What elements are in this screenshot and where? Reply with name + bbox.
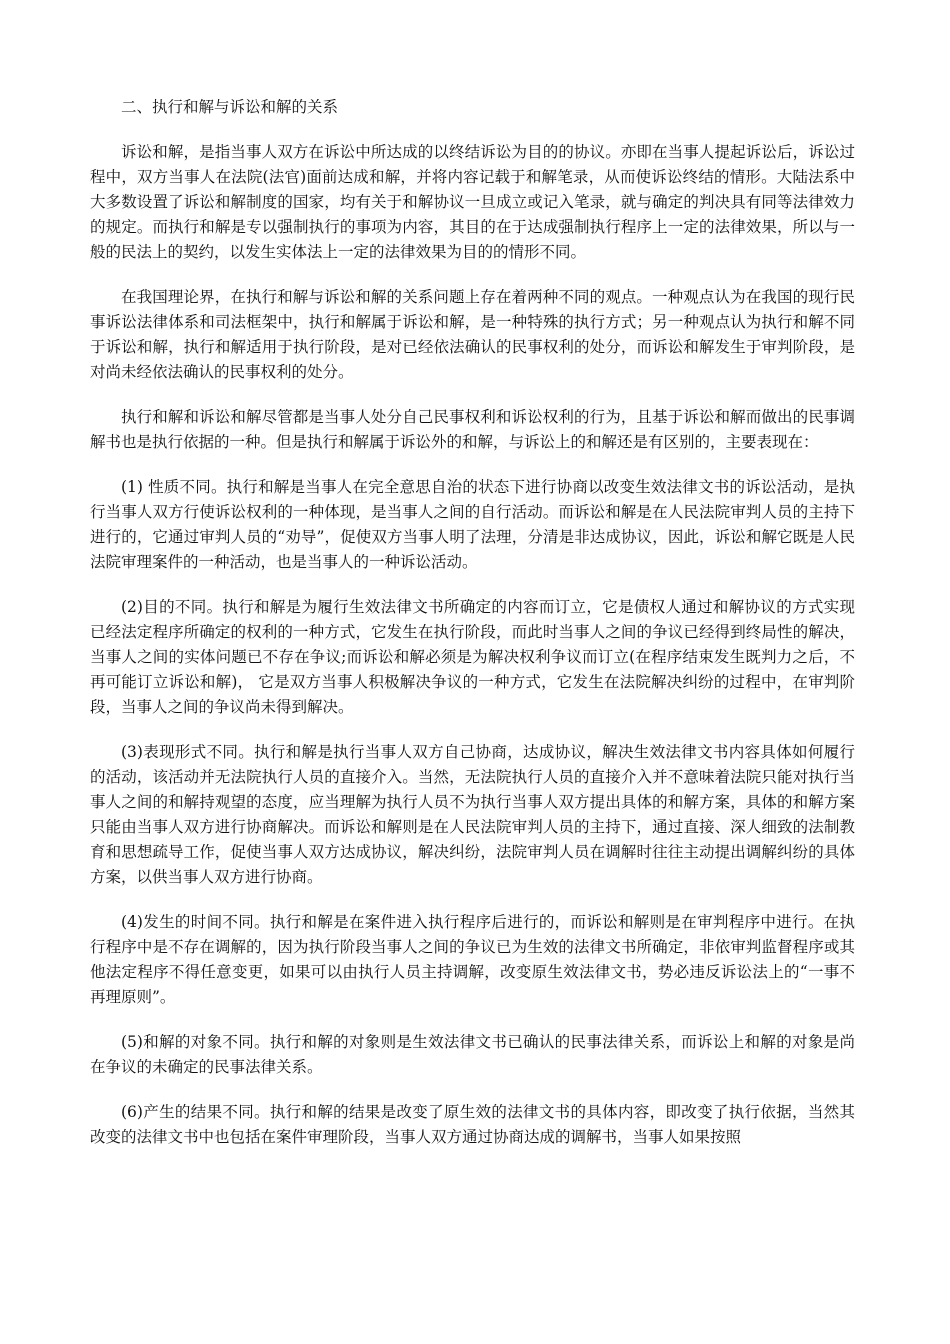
paragraph-nature: (1) 性质不同。执行和解是当事人在完全意思自治的状态下进行协商以改变生效法律文书的诉讼活动，是执行当事人双方行使诉讼权利的一种体现，是当事人之间的自行活动。而诉讼和解是在人民法院审判人员的主持下进行的，它通过审判人员的“劝导”，促使双方当事人明了法理，分清是非达成协议，因此，诉讼和解它既是人民法院审理案件的一种活动，也是当事人的一种诉讼活动。 [90, 478, 855, 571]
paragraph-object: (5)和解的对象不同。执行和解的对象则是生效法律文书已确认的民事法律关系，而诉讼上和解的对象是尚在争议的未确定的民事法律关系。 [90, 1033, 855, 1076]
paragraph-theory-views: 在我国理论界，在执行和解与诉讼和解的关系问题上存在着两种不同的观点。一种观点认为在我国的现行民事诉讼法律体系和司法框架中，执行和解属于诉讼和解，是一种特殊的执行方式；另一种观点认为执行和解不同于诉讼和解，执行和解适用于执行阶段，是对已经依法确认的民事权利的处分，而诉讼和解发生于审判阶段，是对尚未经依法确认的民事权利的处分。 [90, 288, 855, 381]
paragraph-differences-intro: 执行和解和诉讼和解尽管都是当事人处分自己民事权利和诉讼权利的行为，且基于诉讼和解而做出的民事调解书也是执行依据的一种。但是执行和解属于诉讼外的和解，与诉讼上的和解还是有区别的，主要表现在： [90, 408, 855, 451]
paragraph-timing: (4)发生的时间不同。执行和解是在案件进入执行程序后进行的，而诉讼和解则是在审判程序中进行。在执行程序中是不存在调解的，因为执行阶段当事人之间的争议已为生效的法律文书所确定，非依审判监督程序或其他法定程序不得任意变更，如果可以由执行人员主持调解，改变原生效法律文书，势必违反诉讼法上的“一事不再理原则”。 [90, 913, 855, 1006]
section-heading: 二、执行和解与诉讼和解的关系 [121, 98, 339, 116]
document-page [90, 95, 855, 1150]
paragraph-result: (6)产生的结果不同。执行和解的结果是改变了原生效的法律文书的具体内容，即改变了执行依据，当然其改变的法律文书中也包括在案件审理阶段，当事人双方通过协商达成的调解书，当事人如果按照 [90, 1103, 855, 1146]
paragraph-litigation-settlement: 诉讼和解，是指当事人双方在诉讼中所达成的以终结诉讼为目的的协议。亦即在当事人提起诉讼后，诉讼过程中，双方当事人在法院(法官)面前达成和解，并将内容记载于和解笔录，从而使诉讼终结的情形。大陆法系中大多数设置了诉讼和解制度的国家，均有关于和解协议一旦成立或记入笔录，就与确定的判决具有同等法律效力的规定。而执行和解是专以强制执行的事项为内容，其目的在于达成强制执行程序上一定的法律效果，所以与一般的民法上的契约，以发生实体法上一定的法律效果为目的的情形不同。 [90, 143, 855, 261]
paragraph-form: (3)表现形式不同。执行和解是执行当事人双方自己协商，达成协议，解决生效法律文书内容具体如何履行的活动，该活动并无法院执行人员的直接介入。当然，无法院执行人员的直接介入并不意味着法院只能对执行当事人之间的和解持观望的态度，应当理解为执行人员不为执行当事人双方提出具体的和解方案，具体的和解方案只能由当事人双方进行协商解决。而诉讼和解则是在人民法院审判人员的主持下，通过直接、深人细致的法制教育和思想疏导工作，促使当事人双方达成协议，解决纠纷，法院审判人员在调解时往往主动提出调解纠纷的具体方案，以供当事人双方进行协商。 [90, 743, 855, 886]
paragraph-purpose: (2)目的不同。执行和解是为履行生效法律文书所确定的内容而订立，它是债权人通过和解协议的方式实现已经法定程序所确定的权利的一种方式，它发生在执行阶段，而此时当事人之间的争议已经得到终局性的解决，当事人之间的实体问题已不存在争议;而诉讼和解必须是为解决权利争议而订立(在程序结束发生既判力之后，不再可能订立诉讼和解)， 它是双方当事人积极解决争议的一种方式，它发生在法院解决纠纷的过程中，在审判阶段，当事人之间的争议尚未得到解决。 [90, 598, 855, 716]
